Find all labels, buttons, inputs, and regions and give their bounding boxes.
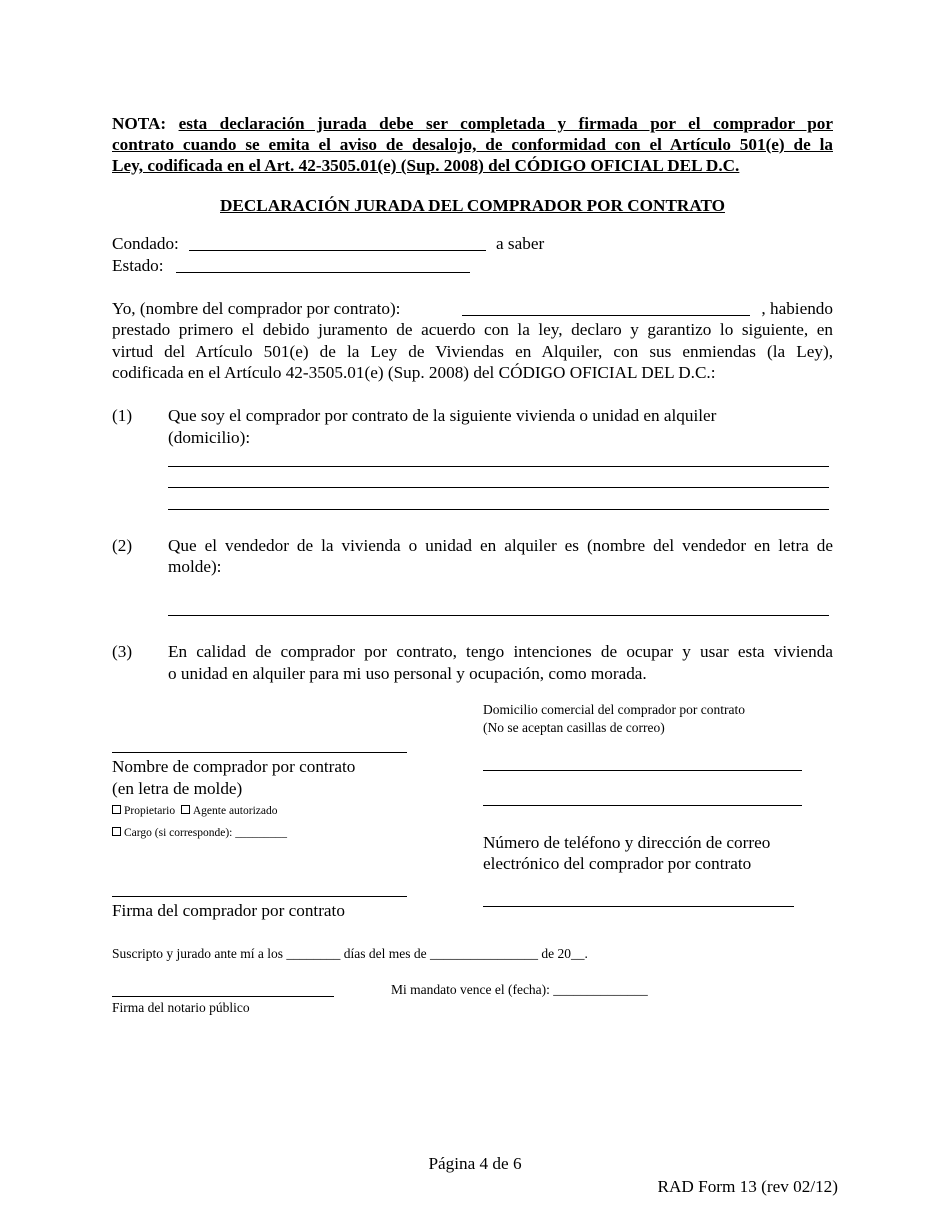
business-address-field-1[interactable] xyxy=(483,770,802,771)
address-line-2[interactable] xyxy=(168,487,829,488)
estado-field[interactable] xyxy=(176,272,470,273)
buyer-signature-field[interactable] xyxy=(112,896,407,897)
item-3-line-1: En calidad de comprador por contrato, tengo intenciones de ocupar y usar esta vivienda xyxy=(168,642,833,661)
title-checkbox[interactable] xyxy=(112,827,121,836)
item-1-line-1: Que soy el comprador por contrato de la siguiente vivienda o unidad en alquiler xyxy=(168,406,717,425)
phone-email-label-2: electrónico del comprador por contrato xyxy=(483,854,752,873)
agent-checkbox[interactable] xyxy=(181,805,190,814)
commission-expiry: Mi mandato vence el (fecha): ______________ xyxy=(391,982,648,997)
item-2-line-2: molde): xyxy=(168,557,222,576)
estado-label: Estado: xyxy=(112,256,164,275)
printed-name-label-2: (en letra de molde) xyxy=(112,779,243,798)
condado-field[interactable] xyxy=(189,250,486,251)
form-id: RAD Form 13 (rev 02/12) xyxy=(657,1177,838,1196)
sworn-statement: Suscripto y jurado ante mí a los ________ días del mes de ________________ de 20__. xyxy=(112,946,588,961)
business-address-field-2[interactable] xyxy=(483,805,802,806)
seller-name-field[interactable] xyxy=(168,615,829,616)
buyer-name-field[interactable] xyxy=(462,315,750,316)
nota-line-3: Ley, codificada en el Art. 42-3505.01(e) (Sup. 2008) del CÓDIGO OFICIAL DEL D.C. xyxy=(112,156,740,175)
phone-email-label-1: Número de teléfono y dirección de correo xyxy=(483,833,771,852)
item-1-number: (1) xyxy=(112,406,133,425)
item-2-line-1: Que el vendedor de la vivienda o unidad en alquiler es (nombre del vendedor en letra de xyxy=(168,536,833,555)
nota-line-1 xyxy=(112,113,833,135)
item-3-line-2: o unidad en alquiler para mi uso personal y ocupación, como morada. xyxy=(168,664,647,683)
title-option xyxy=(112,826,287,841)
item-3-number: (3) xyxy=(112,642,133,661)
buyer-signature-label: Firma del comprador por contrato xyxy=(112,901,345,920)
page-number: Página 4 de 6 xyxy=(428,1154,522,1173)
notary-signature-field[interactable] xyxy=(112,996,334,997)
item-1-line-2: (domicilio): xyxy=(168,428,251,447)
address-line-3[interactable] xyxy=(168,509,829,510)
intro-line-1-start: Yo, (nombre del comprador por contrato): xyxy=(112,299,401,318)
phone-email-field[interactable] xyxy=(483,906,794,907)
role-options xyxy=(112,804,277,819)
intro-line-4: codificada en el Artículo 42-3505.01(e) (Sup. 2008) del CÓDIGO OFICIAL DEL D.C.: xyxy=(112,363,716,382)
nota-line-2: contrato cuando se emita el aviso de desalojo, de conformidad con el Artículo 501(e) de la xyxy=(112,135,833,154)
business-address-label-2: (No se aceptan casillas de correo) xyxy=(483,720,665,735)
nota-label: NOTA: xyxy=(112,114,167,133)
nota-text-1: esta declaración jurada debe ser completada y firmada por el comprador por xyxy=(178,114,833,133)
address-line-1[interactable] xyxy=(168,466,829,467)
item-2-number: (2) xyxy=(112,536,133,555)
owner-checkbox[interactable] xyxy=(112,805,121,814)
intro-line-3: virtud del Artículo 501(e) de la Ley de Viviendas en Alquiler, con sus enmiendas (la Ley), xyxy=(112,342,833,361)
notary-signature-label: Firma del notario público xyxy=(112,1000,250,1015)
condado-label: Condado: xyxy=(112,234,179,253)
page-title: DECLARACIÓN JURADA DEL COMPRADOR POR CONTRATO xyxy=(220,196,725,215)
intro-line-2: prestado primero el debido juramento de acuerdo con la ley, declaro y garantizo lo siguiente, en xyxy=(112,320,833,339)
business-address-label-1: Domicilio comercial del comprador por contrato xyxy=(483,702,746,717)
printed-name-label-1: Nombre de comprador por contrato xyxy=(112,757,356,776)
agent-label: Agente autorizado xyxy=(192,805,278,817)
owner-label: Propietario xyxy=(124,805,176,817)
intro-line-1-end: , habiendo xyxy=(761,299,833,318)
title-label: Cargo (si corresponde): _________ xyxy=(124,827,287,839)
a-saber-text: a saber xyxy=(496,234,545,253)
buyer-printed-name-field[interactable] xyxy=(112,752,407,753)
